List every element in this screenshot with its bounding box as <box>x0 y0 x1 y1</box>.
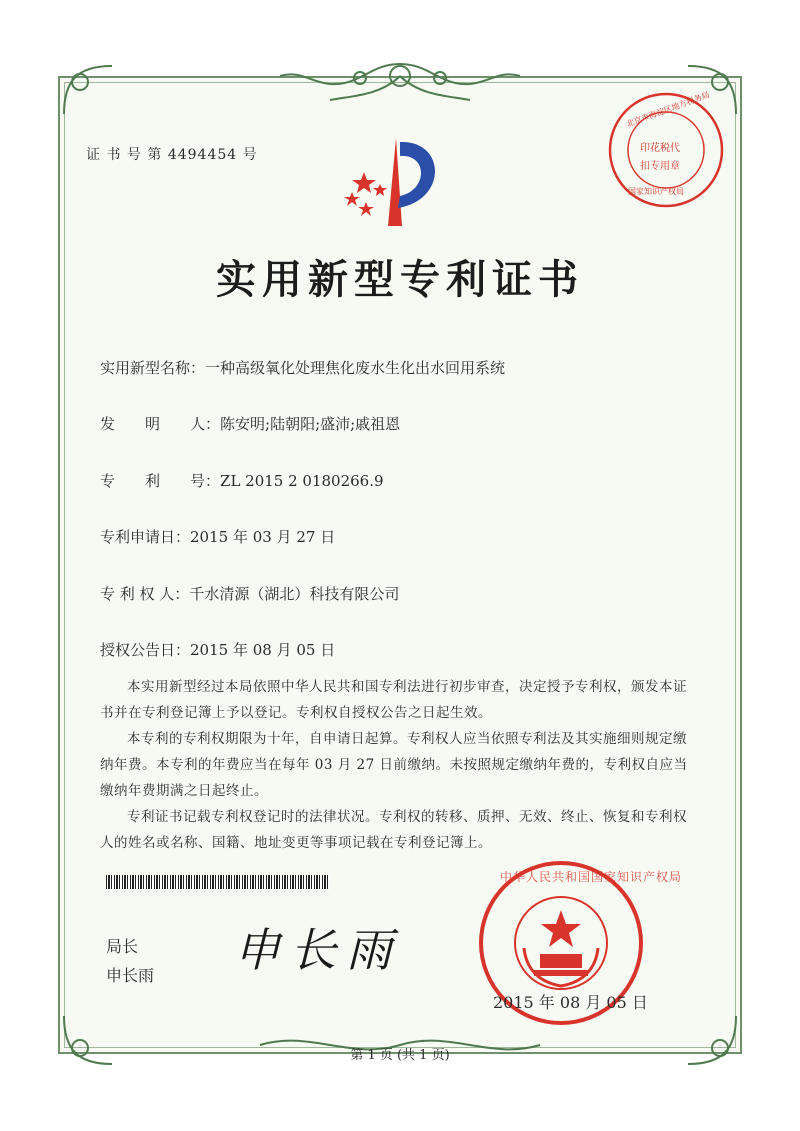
certificate-number-label: 证 书 号 第 <box>86 147 163 163</box>
application-date <box>100 526 335 547</box>
inventors <box>100 413 400 434</box>
inventors-value: 陈安明;陆朝阳;盛沛;戚祖恩 <box>220 415 401 433</box>
certificate-number-suffix: 号 <box>242 147 258 163</box>
certificate-number-value: 4494454 <box>167 147 238 163</box>
tax-seal-bottom-text: 国家知识产权局 <box>628 187 684 196</box>
page-number: 第 1 页 (共 1 页) <box>350 1048 450 1063</box>
patent-holder-label: 专 利 权 人： <box>100 585 190 603</box>
body-paragraph-2: 本专利的专利权期限为十年，自申请日起算。专利权人应当依照专利法及其实施细则规定缴纳年费。本专利的年费应当在每年 03 月 27 日前缴纳。未按照规定缴纳年费的，专利权自应当缴纳年费期满之日起终止。 <box>100 731 688 799</box>
official-signature: 申长雨 <box>234 923 402 977</box>
patent-holder <box>100 583 399 604</box>
patent-number <box>100 470 384 491</box>
body-paragraph-3: 专利证书记载专利权登记时的法律状况。专利权的转移、质押、无效、终止、恢复和专利权人的姓名或名称、国籍、地址变更等事项记载在专利登记簿上。 <box>100 809 687 851</box>
official-title: 局长 <box>106 937 139 956</box>
national-seal-ring-text: 中华人民共和国国家知识产权局 <box>500 870 683 884</box>
inventors-label: 发 明 人： <box>100 415 221 433</box>
barcode <box>106 875 330 889</box>
body-paragraph-1: 本实用新型经过本局依照中华人民共和国专利法进行初步审查，决定授予专利权，颁发本证书并在专利登记簿上予以登记。专利权自授权公告之日起生效。 <box>100 679 687 721</box>
patent-office-logo <box>336 130 446 230</box>
utility-model-name-label: 实用新型名称： <box>100 359 206 377</box>
certificate-number <box>86 144 258 164</box>
grant-date-value: 2015 年 08 月 05 日 <box>190 641 336 659</box>
tax-seal-ring-text: 北京市海淀区地方税务局 <box>625 90 711 129</box>
top-ornament <box>270 56 530 112</box>
grant-date <box>100 639 335 660</box>
certificate-title: 实用新型专利证书 <box>216 256 584 303</box>
utility-model-name <box>100 357 505 378</box>
official-name: 申长雨 <box>106 966 155 985</box>
patent-number-label: 专 利 号： <box>100 472 221 490</box>
patent-holder-value: 千水清源（湖北）科技有限公司 <box>189 585 400 603</box>
application-date-label: 专利申请日： <box>100 528 191 546</box>
grant-date-label: 授权公告日： <box>100 641 191 659</box>
corner-ornament-tl <box>58 60 118 120</box>
utility-model-name-value: 一种高级氧化处理焦化废水生化出水回用系统 <box>205 359 506 377</box>
patent-number-value: ZL 2015 2 0180266.9 <box>220 472 384 490</box>
tax-seal-center-text: 印花税代扣专用章 <box>640 143 680 172</box>
seal-date: 2015 年 08 月 05 日 <box>493 993 648 1012</box>
certificate-body <box>100 674 690 856</box>
application-date-value: 2015 年 03 月 27 日 <box>190 528 336 546</box>
